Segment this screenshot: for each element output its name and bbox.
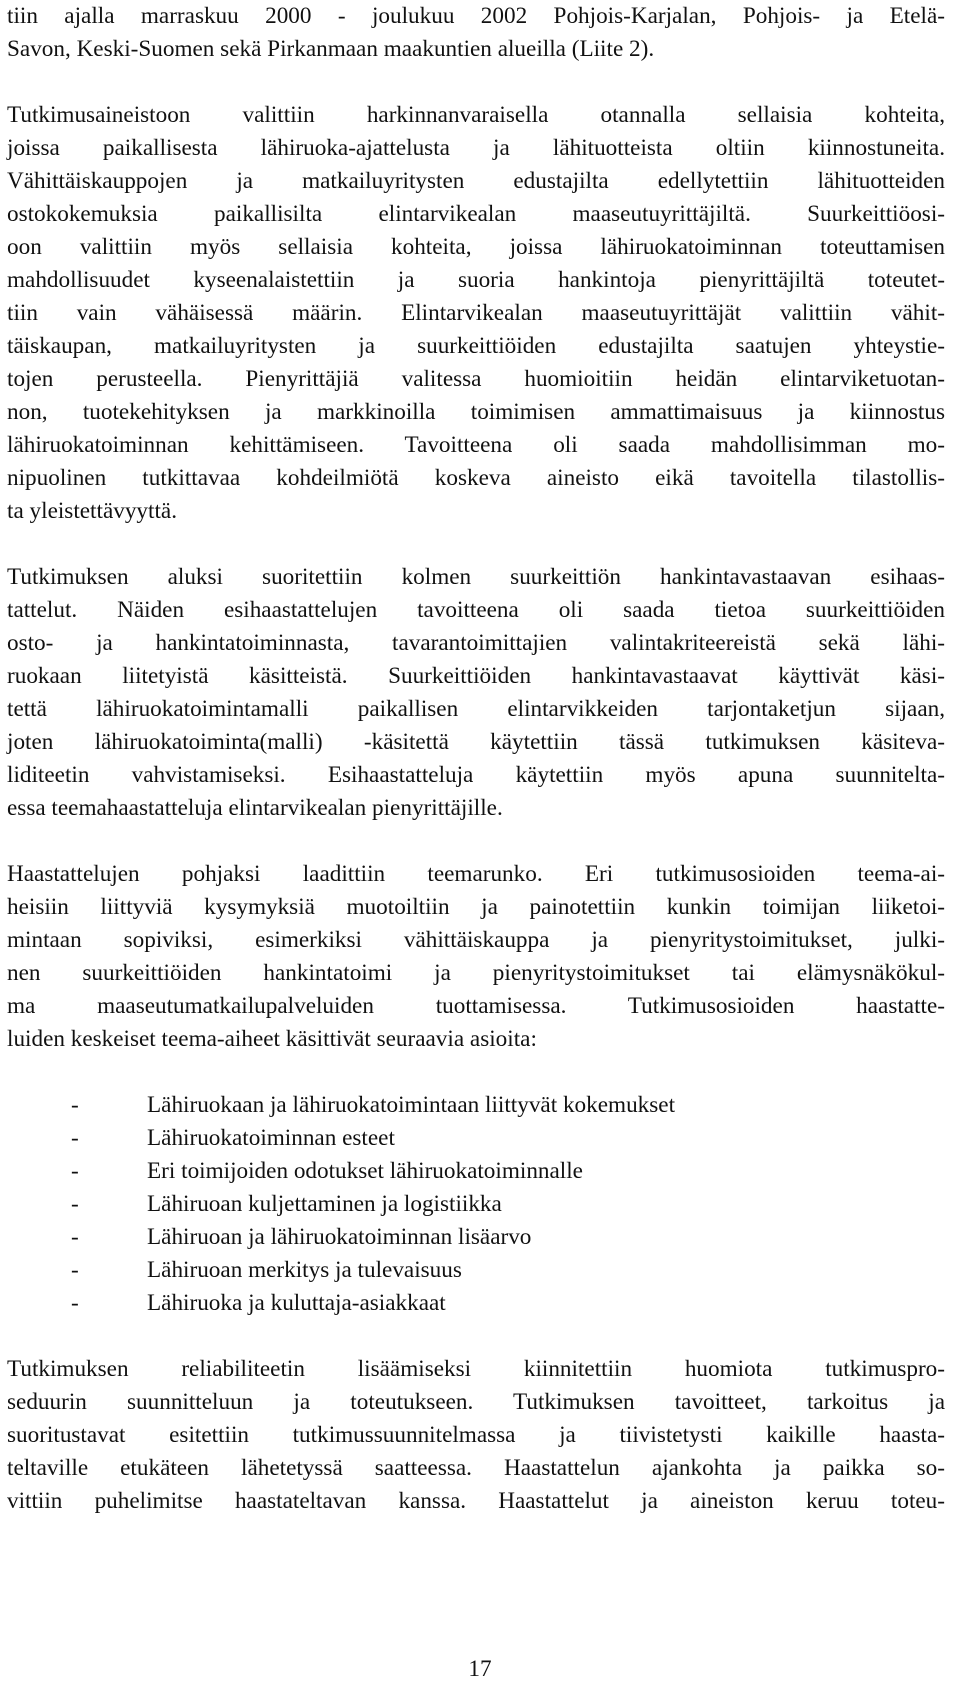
text-line: Savon, Keski-Suomen sekä Pirkanmaan maakuntien alueilla (Liite 2).: [7, 36, 655, 62]
text-line: nen suurkeittiöiden hankintatoimi ja pienyritystoimitukset tai elämysnäkökul-: [7, 960, 945, 986]
paragraph-gap: [7, 825, 945, 858]
text-line: oon valittiin myös sellaisia kohteita, joissa lähiruokatoiminnan toteuttamisen: [7, 234, 945, 260]
paragraph-1: [7, 0, 945, 66]
text-line: ma maaseutumatkailupalveluiden tuottamisessa. Tutkimusosioiden haastatte-: [7, 993, 945, 1019]
paragraph-2: [7, 99, 945, 528]
paragraph-gap: [7, 528, 945, 561]
text-line: Haastattelujen pohjaksi laadittiin teemarunko. Eri tutkimusosioiden teema-ai-: [7, 861, 945, 887]
text-line: non, tuotekehityksen ja markkinoilla toimimisen ammattimaisuus ja kiinnostus: [7, 399, 945, 425]
text-line: ruokaan liitetyistä käsitteistä. Suurkeittiöiden hankintavastaavat käyttivät käsi-: [7, 663, 945, 689]
paragraph-gap: [7, 1320, 945, 1353]
text-line: tattelut. Näiden esihaastattelujen tavoitteena oli saada tietoa suurkeittiöiden: [7, 597, 945, 623]
text-line: tojen perusteella. Pienyrittäjiä valitessa huomioitiin heidän elintarviketuotan-: [7, 366, 945, 392]
text-line: mahdollisuudet kyseenalaistettiin ja suoria hankintoja pienyrittäjiltä toteutet-: [7, 267, 945, 293]
list-item: [71, 1254, 945, 1287]
list-item: [71, 1089, 945, 1122]
text-line: liditeetin vahvistamiseksi. Esihaastatteluja käytettiin myös apuna suunnitelta-: [7, 762, 945, 788]
list-dash: -: [71, 1158, 79, 1184]
list-item-text: Lähiruokaan ja lähiruokatoimintaan liittyvät kokemukset: [147, 1092, 676, 1118]
list-dash: -: [71, 1191, 79, 1217]
list-item-text: Eri toimijoiden odotukset lähiruokatoiminnalle: [147, 1158, 583, 1184]
paragraph-gap: [7, 66, 945, 99]
text-line: luiden keskeiset teema-aiheet käsittivät seuraavia asioita:: [7, 1026, 537, 1052]
list-dash: -: [71, 1092, 79, 1118]
list-item-text: Lähiruoan kuljettaminen ja logistiikka: [147, 1191, 502, 1217]
text-line: osto- ja hankintatoiminnasta, tavarantoimittajien valintakriteereistä sekä lähi-: [7, 630, 945, 656]
text-line: seduurin suunnitteluun ja toteutukseen. Tutkimuksen tavoitteet, tarkoitus ja: [7, 1389, 945, 1415]
list-item-text: Lähiruoan merkitys ja tulevaisuus: [147, 1257, 462, 1283]
text-line: ostokokemuksia paikallisilta elintarvikealan maaseutuyrittäjiltä. Suurkeittiöosi-: [7, 201, 945, 227]
list-item: [71, 1287, 945, 1320]
text-line: Vähittäiskauppojen ja matkailuyritysten edustajilta edellytettiin lähituotteiden: [7, 168, 945, 194]
paragraph-3: [7, 561, 945, 825]
text-line: nipuolinen tutkittavaa kohdeilmiötä koskeva aineisto eikä tavoitella tilastollis-: [7, 465, 945, 491]
text-line: tettä lähiruokatoimintamalli paikallisen elintarvikkeiden tarjontaketjun sijaan,: [7, 696, 945, 722]
text-line: essa teemahaastatteluja elintarvikealan pienyrittäjille.: [7, 795, 503, 821]
theme-list: [71, 1089, 945, 1320]
text-line: joissa paikallisesta lähiruoka-ajattelusta ja lähituotteista oltiin kiinnostuneita.: [7, 135, 945, 161]
paragraph-gap: [7, 1056, 945, 1089]
text-line: tiin ajalla marraskuu 2000 - joulukuu 2002 Pohjois-Karjalan, Pohjois- ja Etelä-: [7, 3, 945, 29]
text-line: mintaan sopiviksi, esimerkiksi vähittäiskauppa ja pienyritystoimitukset, julki-: [7, 927, 945, 953]
paragraph-5: [7, 1353, 945, 1518]
list-item: [71, 1155, 945, 1188]
paragraph-4: [7, 858, 945, 1056]
list-item: [71, 1188, 945, 1221]
text-line: joten lähiruokatoiminta(malli) -käsitettä käytettiin tässä tutkimuksen käsiteva-: [7, 729, 945, 755]
text-line: heisiin liittyviä kysymyksiä muotoiltiin ja painotettiin kunkin toimijan liiketoi-: [7, 894, 945, 920]
text-line: Tutkimuksen aluksi suoritettiin kolmen suurkeittiön hankintavastaavan esihaas-: [7, 564, 945, 590]
text-line: tiin vain vähäisessä määrin. Elintarvikealan maaseutuyrittäjät valittiin vähit-: [7, 300, 945, 326]
list-dash: -: [71, 1290, 79, 1316]
list-item-text: Lähiruoan ja lähiruokatoiminnan lisäarvo: [147, 1224, 532, 1250]
list-item: [71, 1122, 945, 1155]
text-line: täiskaupan, matkailuyritysten ja suurkeittiöiden edustajilta saatujen yhteystie-: [7, 333, 945, 359]
page-number: 17: [468, 1656, 492, 1682]
list-dash: -: [71, 1224, 79, 1250]
text-line: Tutkimuksen reliabiliteetin lisäämiseksi kiinnitettiin huomiota tutkimuspro-: [7, 1356, 945, 1382]
text-line: suoritustavat esitettiin tutkimussuunnitelmassa ja tiivistetysti kaikille haasta-: [7, 1422, 945, 1448]
text-line: ta yleistettävyyttä.: [7, 498, 177, 524]
list-dash: -: [71, 1125, 79, 1151]
list-item-text: Lähiruoka ja kuluttaja-asiakkaat: [147, 1290, 446, 1316]
text-line: vittiin puhelimitse haastateltavan kanssa. Haastattelut ja aineiston keruu toteu-: [7, 1488, 945, 1514]
document-page: [7, 0, 945, 1518]
text-line: teltaville etukäteen lähetetyssä saatteessa. Haastattelun ajankohta ja paikka so-: [7, 1455, 945, 1481]
list-dash: -: [71, 1257, 79, 1283]
list-item: [71, 1221, 945, 1254]
text-line: Tutkimusaineistoon valittiin harkinnanvaraisella otannalla sellaisia kohteita,: [7, 102, 945, 128]
list-item-text: Lähiruokatoiminnan esteet: [147, 1125, 395, 1151]
text-line: lähiruokatoiminnan kehittämiseen. Tavoitteena oli saada mahdollisimman mo-: [7, 432, 945, 458]
